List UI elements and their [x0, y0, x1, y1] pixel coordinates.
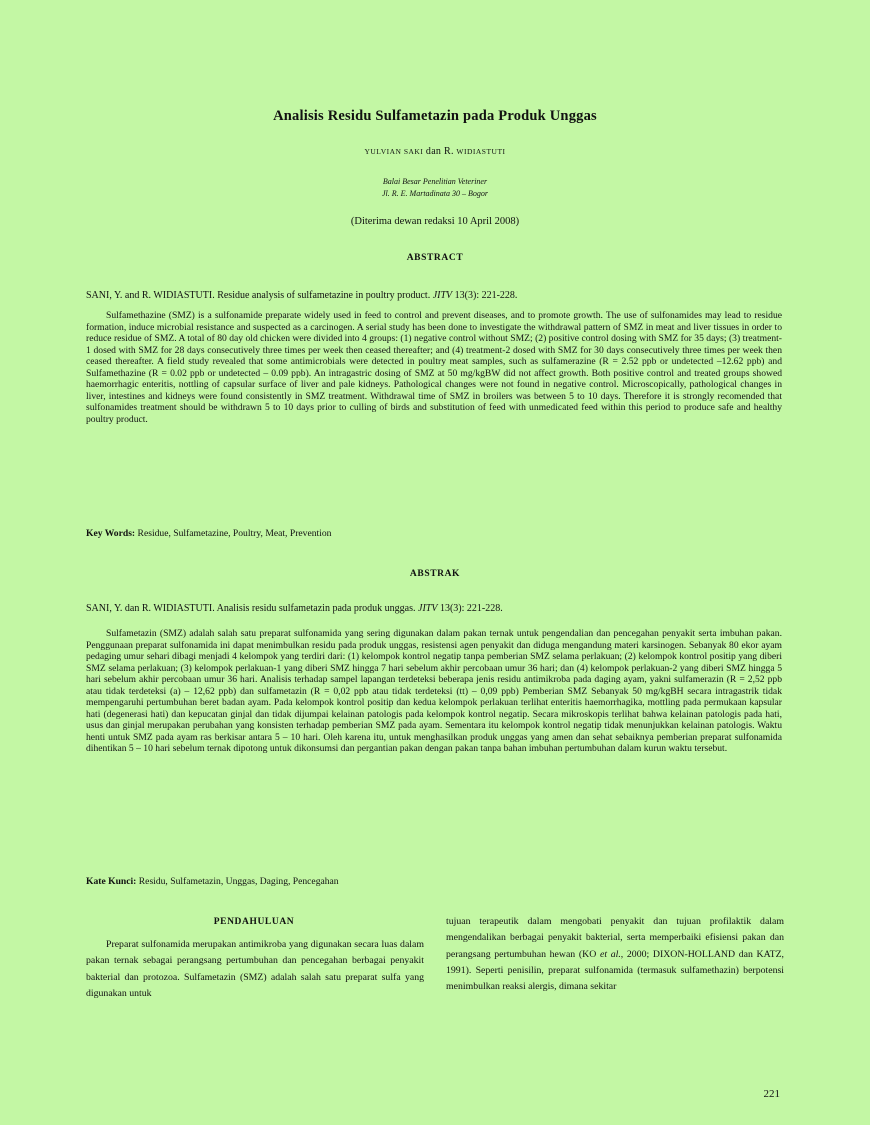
- page-number: 221: [763, 1088, 780, 1100]
- received-date: (Diterima dewan redaksi 10 April 2008): [350, 216, 520, 227]
- affiliation-institution: Balai Besar Penelitian Veteriner: [382, 177, 488, 186]
- author-line: [0, 146, 870, 157]
- abstrak-citation-journal: JITV: [418, 603, 438, 614]
- affiliation: [0, 176, 870, 200]
- author-conjunction: dan R.: [425, 146, 454, 157]
- abstrak-citation: [86, 603, 786, 614]
- abstrak-citation-volume: 13(3): 221-228.: [439, 603, 503, 614]
- abstract-citation-text: SANI, Y. and R. WIDIASTUTI. Residue analysis of sulfametazine in poultry product.: [86, 290, 431, 301]
- abstract-citation-journal: JITV: [432, 290, 453, 301]
- author-first: YULVIAN SAKI: [364, 147, 424, 156]
- abstract-citation: [86, 290, 786, 301]
- abstract-keywords-label: Key Words:: [86, 528, 136, 539]
- intro-heading: PENDAHULUAN: [213, 917, 295, 927]
- abstrak-keywords-label: Kate Kunci:: [86, 876, 137, 887]
- paper-title: Analisis Residu Sulfametazin pada Produk Unggas: [273, 108, 597, 124]
- abstrak-heading: ABSTRAK: [409, 569, 461, 579]
- abstrak-citation-text: SANI, Y. dan R. WIDIASTUTI. Analisis residu sulfametazin pada produk unggas.: [86, 603, 416, 614]
- abstract-keywords: [86, 528, 786, 539]
- author-second: WIDIASTUTI: [456, 147, 506, 156]
- abstrak-keywords-list: Residu, Sulfametazin, Unggas, Daging, Pencegahan: [138, 876, 339, 887]
- abstract-keywords-list: Residue, Sulfametazine, Poultry, Meat, Prevention: [137, 528, 332, 539]
- abstract-citation-volume: 13(3): 221-228.: [454, 290, 518, 301]
- abstrak-keywords: [86, 876, 786, 887]
- intro-right-text-a: tujuan terapeutik dalam mengobati penyakit dan tujuan profilaktik dalam mengendalikan berbagai penyakit bakterial, serta memperbaiki efisiensi pakan dan perangsang pertumbuhan hewan (KO: [446, 916, 784, 960]
- intro-right-text-b: , 2000; DIXON-HOLLAND dan KATZ, 1991). Seperti penisilin, preparat sulfonamida (termasuk sulfamethazin) berpotensi menimbulkan reaksi alergis, dimana sekitar: [446, 948, 785, 993]
- intro-right-etal: et al.: [599, 948, 621, 960]
- abstrak-body: Sulfametazin (SMZ) adalah salah satu preparat sulfonamida yang sering digunakan dalam pakan ternak untuk pengendalian dan pencegahan penyakit serta imbuhan pakan. Penggunaan preparat sulfonamida ini dapat menimbulkan residu pada produk unggas, resistensi agen penyakit dan diduga mengandung materi karsinogen. Sebanyak 80 ekor ayam pedaging umur sehari dibagi menjadi 4 kelompok yang terdiri dari: (1) kelompok kontrol negatip tanpa pemberian SMZ selama perlakuan; (2) kelompok kontrol positip yang diberi SMZ selama perlakuan; (3) kelompok perlakuan-1 yang diberi SMZ hingga 7 hari sebelum akhir percobaan umur 36 hari; dan (4) kelompok perlakuan-2 yang diberi SMZ hingga 5 hari sebelum akhir percobaan umur 36 hari. Analisis terhadap sampel lapangan terdeteksi beberapa jenis residu antimikroba pada daging ayam, yakni sulfamerazin (R = 2,52 ppb atau tidak terdeteksi (a) – 12,62 ppb) dan sulfametazin (R = 0,02 ppb atau tidak terdeteksi (tt) – 0,09 ppb) Pemberian SMZ Sebanyak 50 mg/kgBH secara intragastrik tidak mempengaruhi pertumbuhan beret badan ayam. Pada kelompok kontrol positip dan kedua kelompok perlakuan terlihat enteritis haemorrhagika, mottling pada permukaan kapsular hati (degenerasi hati) dan kepucatan ginjal dan tidak dijumpai kelainan patologis pada kelompok kontrol negatip. Secara mikroskopis terlihat bahwa kelainan patologis pada hati, usus dan ginjal merupakan perubahan yang konsisten terhadap pemberian SMZ pada ayam. Sementara itu kelompok kontrol negatip tidak menunjukkan kelainan patologis. Waktu henti untuk SMZ pada ayam ras berkisar antara 5 – 10 hari. Oleh karena itu, untuk menghasilkan produk unggas yang amen dan sehat sebaiknya pemberian preparat sulfonamida dihentikan 5 – 10 hari sebelum ternak dipotong untuk dikonsumsi dan pergantian pakan dengan pakan tanpa bahan imbuhan pertumbuhan dalam kurun waktu tersebut.: [86, 628, 782, 754]
- intro-right-column: [446, 914, 784, 995]
- abstract-body: Sulfamethazine (SMZ) is a sulfonamide preparate widely used in feed to control and prevent diseases, and to promote growth. The use of sulfonamides may lead to residue formation, induce microbial resistance and suspected as a carcinogen. A serial study has been done to investigate the withdrawal pattern of SMZ in meat and liver tissues in order to reduce residue of SMZ. A total of 80 day old chicken were divided into 4 groups: (1) negative control without SMZ; (2) positive control dosing with SMZ for 35 days; (3) treatment-1 dosed with SMZ for 28 days consecutively three times per week then ceased thereafter; and (4) treatment-2 dosed with SMZ for 30 days consecutively three times per week then ceased thereafter. A field study revealed that some antimicrobials were detected in poultry meat samples, such as sulfamerazine (R = 2.52 ppb or undetected –12.62 ppb) and Sulfamethazine (R = 0.02 ppb or undetected – 0.09 ppb). An intragastric dosing of SMZ at 50 mg/kgBW did not affect growth. Both positive control and treated groups showed haemorrhagic enteritis, nottling of capsular surface of liver and pale kidneys. Pathological changes were not found in negative control. Microscopically, pathological changes in liver, intestines and kidneys were found consistently in SMZ treatment. Withdrawal time of SMZ in broilers was between 5 to 10 days. Therefore it is strongly recomended that sulfonamides treatment should be withdrawn 5 to 10 days prior to culling of birds and substitution of feed with unmedicated feed within this period to produce safe and healthy poultry product.: [86, 310, 782, 425]
- intro-left-column: Preparat sulfonamida merupakan antimikroba yang digunakan secara luas dalam pakan ternak sebagai perangsang pertumbuhan dan pencegahan berbagai penyakit bakterial dan protozoa. Sulfametazin (SMZ) adalah salah satu preparat sulfa yang digunakan untuk: [86, 939, 424, 999]
- affiliation-address: Jl. R. E. Martadinata 30 – Bogor: [382, 189, 488, 198]
- abstract-heading: ABSTRACT: [406, 253, 464, 263]
